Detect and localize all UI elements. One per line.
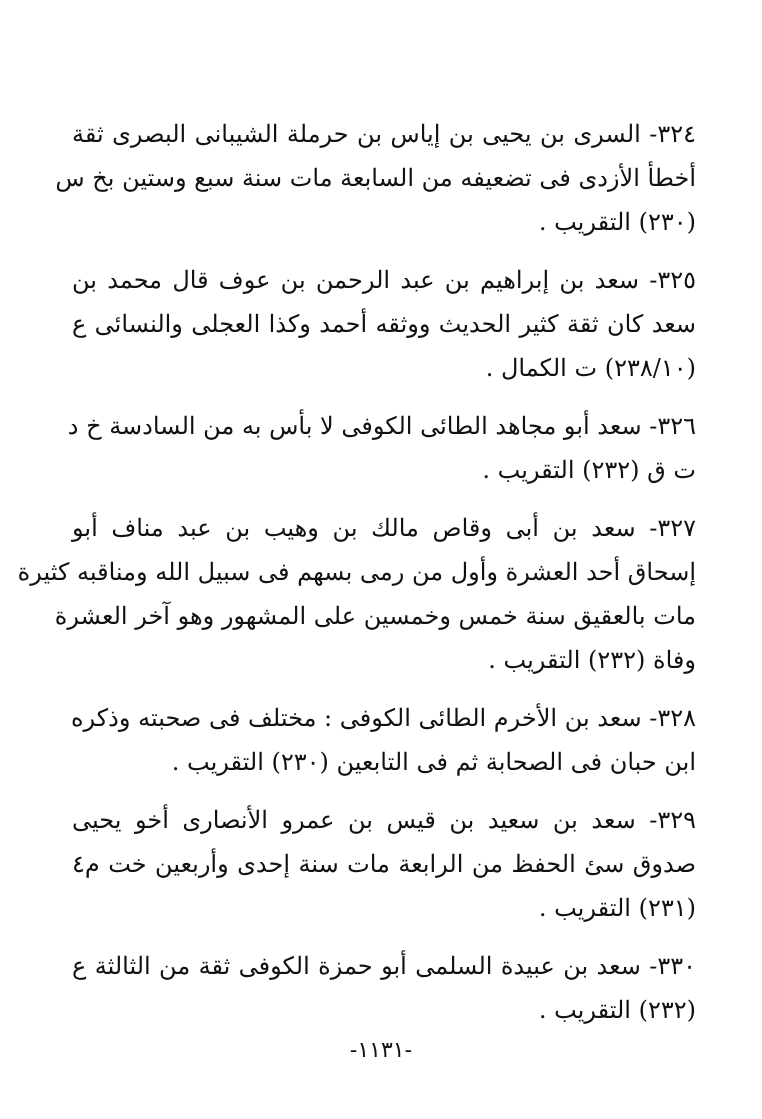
entry-328 <box>72 696 696 784</box>
entry-line: ٣٢٦- سعد أبو مجاهد الطائى الكوفى لا بأس به من السادسة خ د <box>67 412 696 440</box>
page-body <box>17 112 696 1046</box>
entry-326 <box>67 404 696 492</box>
entry-line: أخطأ الأزدى فى تضعيفه من السابعة مات سنة سبع وستين بخ س <box>55 164 696 192</box>
entry-line: وفاة (٢٣٢) التقريب . <box>488 646 696 674</box>
entry-line: ت ق (٢٣٢) التقريب . <box>482 456 696 484</box>
entry-line: ٣٢٩- سعد بن سعيد بن قيس بن عمرو الأنصارى أخو يحيى <box>72 806 696 834</box>
entry-327 <box>17 506 696 682</box>
entry-line: ٣٢٥- سعد بن إبراهيم بن عبد الرحمن بن عوف قال محمد بن <box>72 266 696 294</box>
entry-line: ٣٢٤- السرى بن يحيى بن إياس بن حرملة الشيبانى البصرى ثقة <box>72 120 696 148</box>
entry-line: (٢٣٢) التقريب . <box>538 996 696 1024</box>
entry-line: صدوق سئ الحفظ من الرابعة مات سنة إحدى وأربعين خت م٤ <box>72 850 696 878</box>
page-number: -١١٣١- <box>349 1038 413 1063</box>
entry-line: (٢٣٠) التقريب . <box>538 208 696 236</box>
entry-line: ابن حبان فى الصحابة ثم فى التابعين (٢٣٠) التقريب . <box>171 748 696 776</box>
entry-line: ٣٢٨- سعد بن الأخرم الطائى الكوفى : مختلف فى صحبته وذكره <box>70 704 696 732</box>
entry-line: إسحاق أحد العشرة وأول من رمى بسهم فى سبيل الله ومناقبه كثيرة <box>17 558 696 586</box>
entry-325 <box>72 258 696 390</box>
entry-line: (٢٣١) التقريب . <box>538 894 696 922</box>
entry-329 <box>72 798 696 930</box>
entry-324 <box>55 112 696 244</box>
entry-line: ٣٣٠- سعد بن عبيدة السلمى أبو حمزة الكوفى ثقة من الثالثة ع <box>72 952 696 980</box>
entry-line: مات بالعقيق سنة خمس وخمسين على المشهور وهو آخر العشرة <box>54 602 696 630</box>
entry-line: (٢٣٨/١٠) ت الكمال . <box>485 354 696 382</box>
entry-line: ٣٢٧- سعد بن أبى وقاص مالك بن وهيب بن عبد مناف أبو <box>72 514 696 542</box>
entry-line: سعد كان ثقة كثير الحديث ووثقه أحمد وكذا العجلى والنسائى ع <box>72 310 696 338</box>
entry-330 <box>72 944 696 1032</box>
